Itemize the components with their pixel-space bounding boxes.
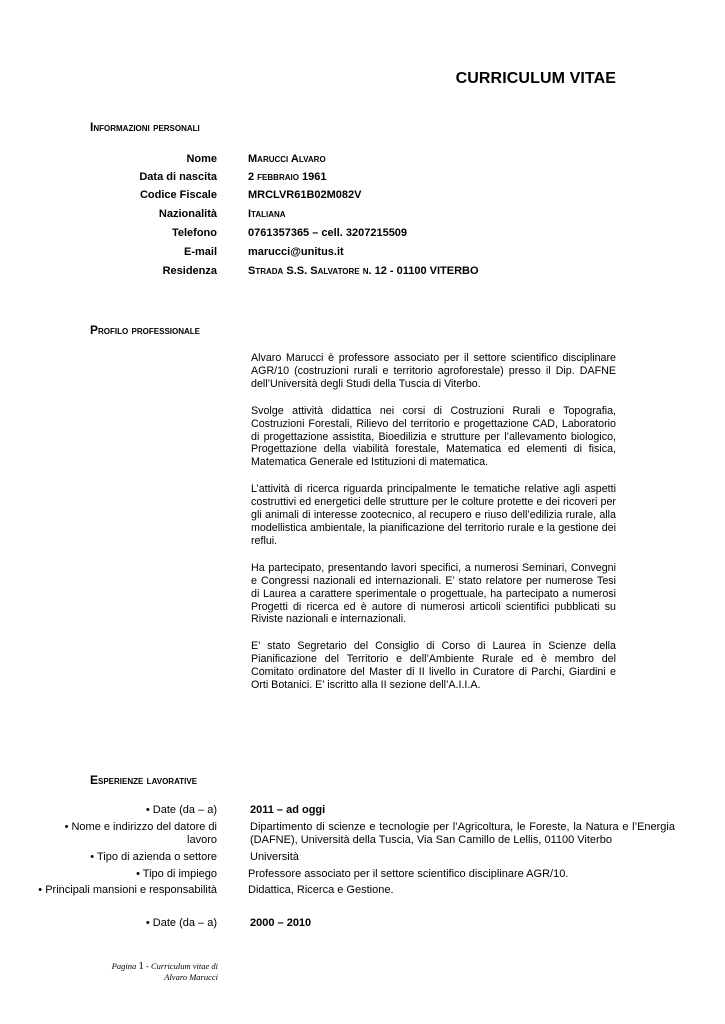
profile-paragraph: E’ stato Segretario del Consiglio di Corso di Laurea in Scienze della Pianificazione del Territorio e dell’Ambiente Rurale ed è membro del Comitato ordinatore del Master di II livello in Curatore di Parchi, Giardini e Orti Botanici. E’ iscritto alla II sezione dell’A.I.I.A. bbox=[251, 640, 616, 692]
document-title: CURRICULUM VITAE bbox=[455, 70, 616, 87]
field-value: MRCLVR61B02M082V bbox=[248, 189, 362, 201]
field-label: Nome bbox=[186, 153, 217, 165]
field-value: 2011 – ad oggi bbox=[250, 804, 326, 816]
field-label: Telefono bbox=[171, 227, 217, 239]
personal-row-nationality bbox=[0, 208, 725, 226]
field-value: Dipartimento di scienze e tecnologie per l’Agricoltura, le Foreste, la Natura e l’Energia (DAFNE), Università della Tuscia, Via San Camillo de Lellis, 01100 Viterbo bbox=[250, 821, 675, 846]
field-value: 2000 – 2010 bbox=[250, 917, 312, 929]
personal-row-residence bbox=[0, 265, 725, 283]
experience-heading: Esperienze lavorative bbox=[90, 773, 198, 787]
profile-paragraph: Ha partecipato, presentando lavori specifici, a numerosi Seminari, Convegni e Congressi nazionali ed internazionali. E’ stato relatore per numerose Tesi di Laurea a carattere sperimentale o progettuale, ha partecipato a numerosi Progetti di ricerca ed è autore di numerosi articoli scientifici pubblicati su Riviste nazionali e internazionali. bbox=[251, 561, 616, 626]
page-footer bbox=[112, 961, 218, 983]
footer-prefix: Pagina bbox=[111, 961, 137, 971]
page-number: 1 bbox=[138, 960, 144, 972]
profile-text bbox=[251, 352, 616, 706]
email-value[interactable]: marucci@unitus.it bbox=[248, 246, 344, 258]
field-label: • Date (da – a) bbox=[145, 917, 217, 929]
field-value: Università bbox=[250, 851, 299, 863]
field-value: Professore associato per il settore scientifico disciplinare AGR/10. bbox=[248, 868, 569, 880]
field-label: Data di nascita bbox=[139, 171, 217, 183]
field-label: • Tipo di azienda o settore bbox=[90, 851, 217, 863]
personal-row-tax-code bbox=[0, 189, 725, 207]
profile-paragraph: L’attività di ricerca riguarda principalmente le tematiche relative agli aspetti costruttivi ed energetici delle strutture per le colture protette e dei ricoveri per gli animali di interesse zootecnico, al recupero e riuso dell’edilizia rurale, alla modellistica ambientale, la pianificazione del territorio rurale e la gestione dei reflui. bbox=[251, 483, 616, 547]
profile-paragraph: Svolge attività didattica nei corsi di Costruzioni Rurali e Topografia, Costruzioni Forestali, Rilievo del territorio e progettazione CAD, Laboratorio di progettazione assistita, Bioedilizia e strutture per l’allevamento biologico, Progettazione della viabilità forestale, Matematica ed elementi di fisica, Matematica Generale ed Istituzioni di matematica. bbox=[251, 404, 616, 469]
field-label: • Nome e indirizzo del datore di lavoro bbox=[64, 821, 217, 846]
personal-row-birthdate bbox=[0, 171, 725, 189]
field-value: Strada S.S. Salvatore n. 12 - 01100 VITERBO bbox=[248, 265, 479, 277]
field-label: • Tipo di impiego bbox=[136, 868, 217, 880]
personal-row-name bbox=[0, 153, 725, 171]
field-value: Marucci Alvaro bbox=[248, 153, 326, 165]
field-value: Italiana bbox=[248, 208, 286, 220]
profile-paragraph: Alvaro Marucci è professore associato per il settore scientifico disciplinare AGR/10 (costruzioni rurali e territorio agroforestale) presso il Dip. DAFNE dell’Università degli Studi della Tuscia di Viterbo. bbox=[251, 352, 616, 390]
field-label: • Principali mansioni e responsabilità bbox=[38, 884, 217, 896]
personal-row-email bbox=[0, 246, 725, 264]
field-label: Residenza bbox=[162, 265, 217, 277]
field-value: 2 febbraio 1961 bbox=[248, 171, 327, 183]
field-label: • Date (da – a) bbox=[145, 804, 217, 816]
field-label: Codice Fiscale bbox=[139, 189, 217, 201]
field-value: 0761357365 – cell. 3207215509 bbox=[248, 227, 408, 239]
profile-heading: Profilo professionale bbox=[90, 323, 201, 337]
footer-author: Alvaro Marucci bbox=[164, 972, 218, 982]
field-label: E-mail bbox=[183, 246, 217, 258]
footer-suffix: - Curriculum vitae di bbox=[145, 961, 218, 971]
personal-info-heading: Informazioni personali bbox=[90, 120, 200, 134]
personal-row-phone bbox=[0, 227, 725, 245]
field-value: Didattica, Ricerca e Gestione. bbox=[248, 884, 394, 896]
field-label: Nazionalità bbox=[158, 208, 217, 220]
